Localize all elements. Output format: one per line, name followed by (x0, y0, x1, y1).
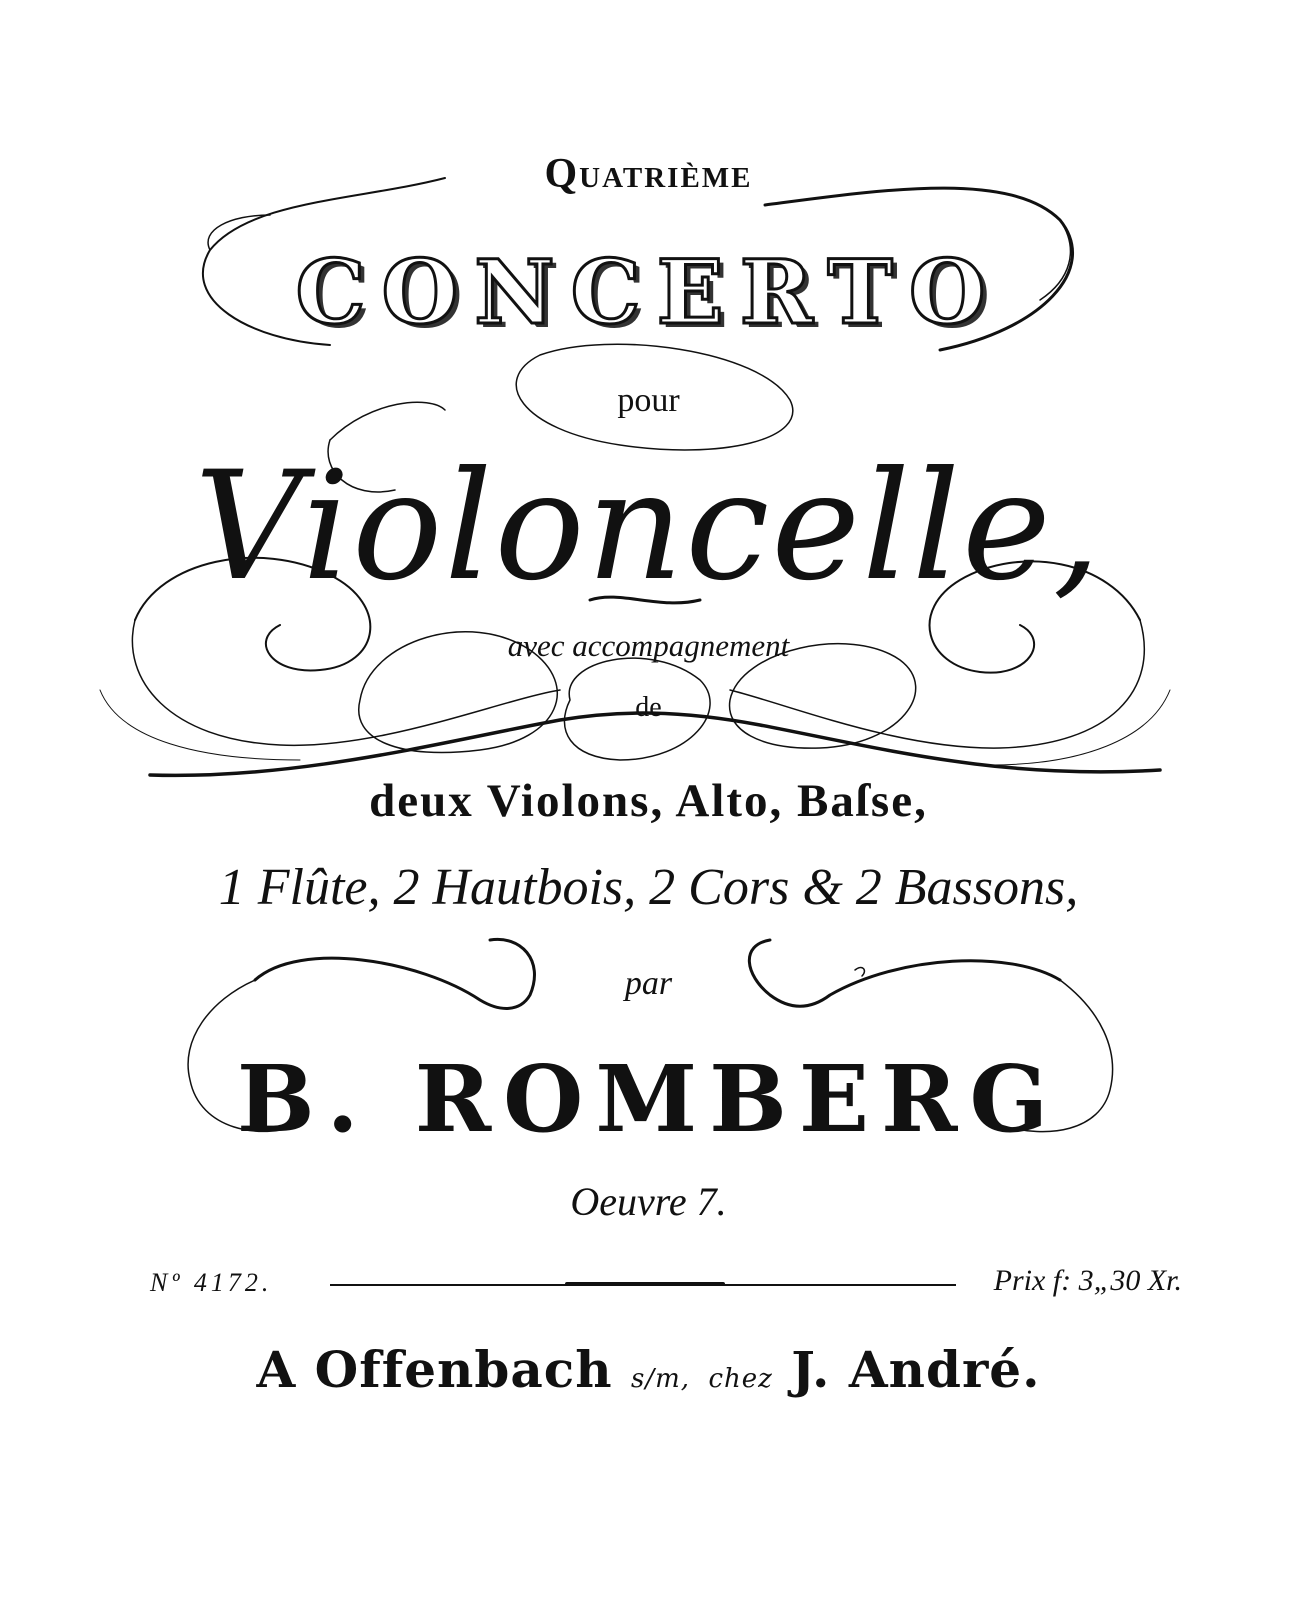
price-label: Prix f: 3„30 Xr. (993, 1264, 1182, 1297)
composer-name: B. ROMBERG (236, 1045, 1061, 1153)
publisher-place: A Offenbach (256, 1340, 613, 1399)
publisher-sur-main: s/m, (630, 1364, 691, 1394)
instrumentation-line-strings: deux Violons, Alto, Baſse, (369, 775, 928, 827)
title-line-quatrieme: Quatrième (544, 151, 753, 197)
opus-number: Oeuvre 7. (570, 1179, 727, 1224)
title-line-instrument: Violoncelle, (194, 440, 1103, 614)
plate-number: Nº 4172. (150, 1268, 273, 1297)
subtitle-line-de: de (635, 692, 662, 723)
publisher-name: J. André. (791, 1340, 1041, 1399)
title-line-concerto: CONCERTO (295, 240, 1002, 344)
instrumentation-line-winds: 1 Flûte, 2 Hautbois, 2 Cors & 2 Bassons, (218, 859, 1079, 916)
publisher-chez: chez (708, 1364, 773, 1394)
divider-rule-center (565, 1282, 725, 1286)
title-line-pour: pour (617, 382, 680, 419)
composer-prefix-par: par (624, 965, 673, 1002)
publisher-line (0, 1340, 1297, 1399)
subtitle-line-avec: avec accompagnement (507, 628, 790, 663)
